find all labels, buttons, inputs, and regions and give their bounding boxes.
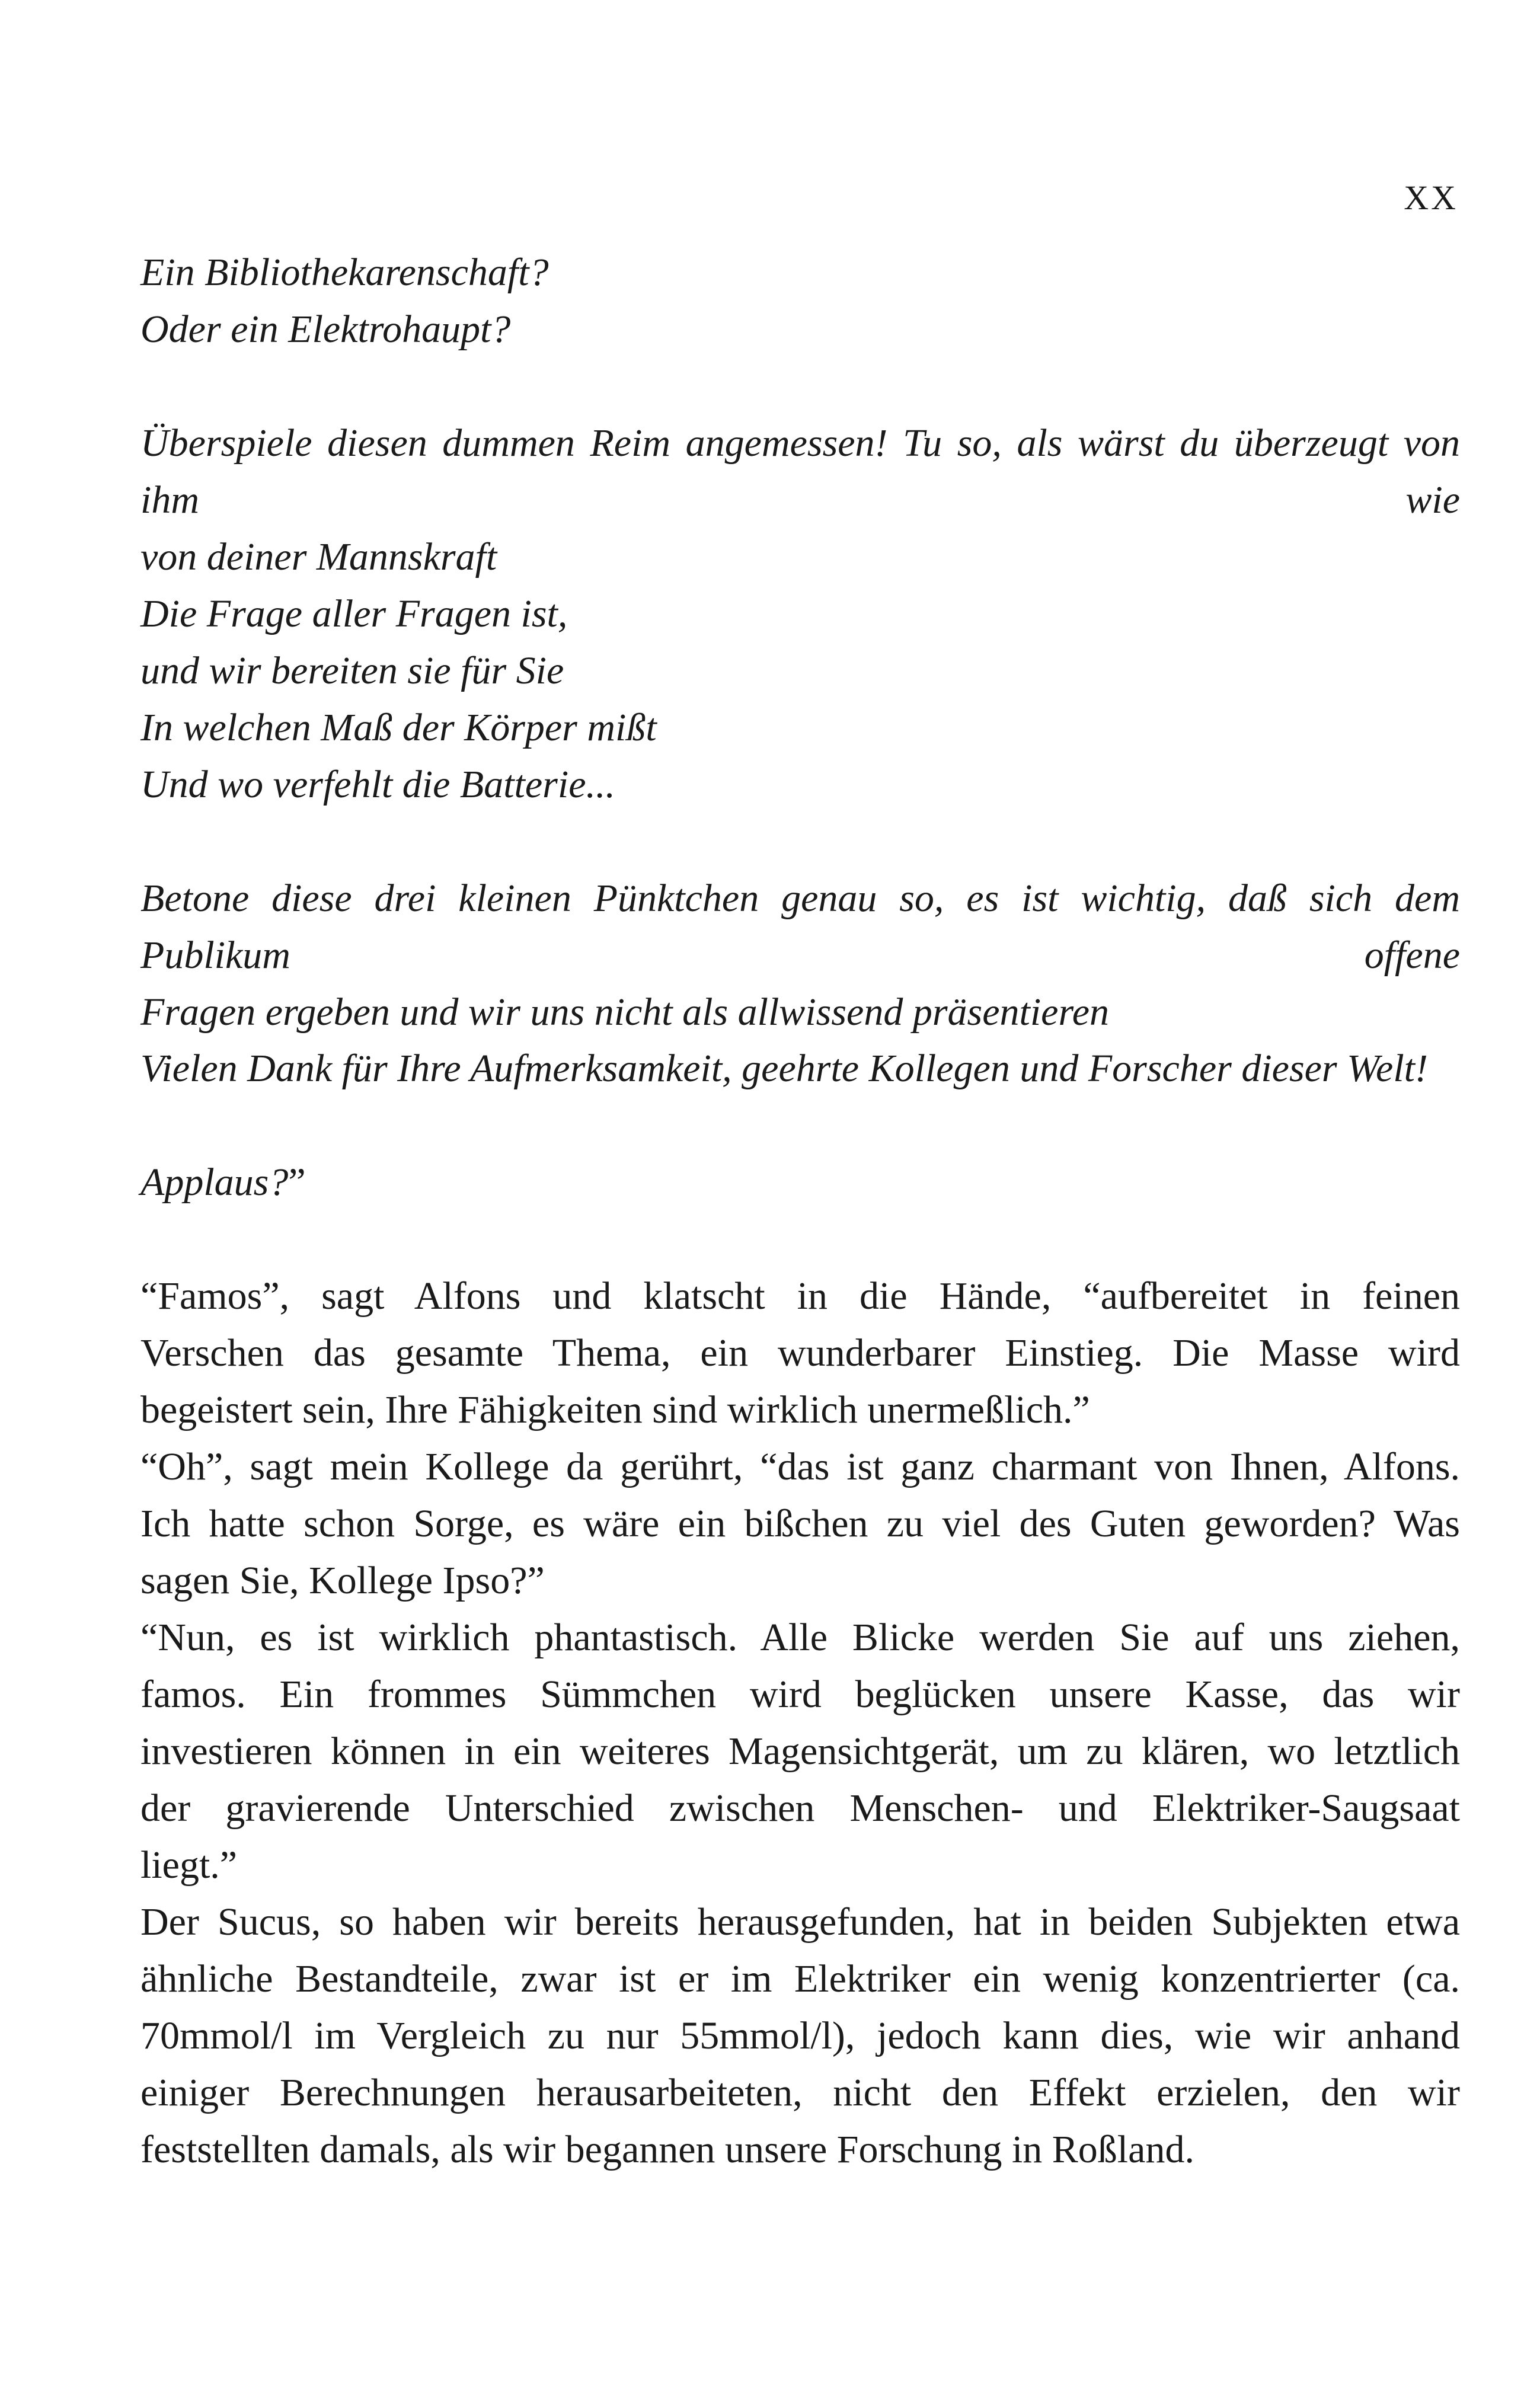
prose-line: “Nun, es ist wirklich phantastisch. Alle Blicke werden Sie auf uns ziehen,: [140, 1616, 1460, 1659]
page-number: XX: [1404, 178, 1458, 217]
stanza-1: [140, 244, 1460, 358]
verse-line: In welchen Maß der Körper mißt: [140, 706, 657, 749]
verse-line: Die Frage aller Fragen ist,: [140, 592, 568, 635]
prose-line: Verschen das gesamte Thema, ein wunderbarer Einstieg. Die Masse wird: [140, 1331, 1460, 1375]
closing-quote: ”: [288, 1161, 306, 1204]
prose-line: investieren können in ein weiteres Magensichtgerät, um zu klären, wo letztlich: [140, 1730, 1460, 1773]
closing-line: [140, 1040, 1460, 1097]
applause-line: [140, 1154, 1460, 1211]
verse-line: und wir bereiten sie für Sie: [140, 649, 564, 692]
prose-line: “Oh”, sagt mein Kollege da gerührt, “das ist ganz charmant von Ihnen, Alfons.: [140, 1445, 1460, 1488]
prose-line: “Famos”, sagt Alfons und klatscht in die Hände, “aufbereitet in feinen: [140, 1274, 1460, 1318]
prose-line: einiger Berechnungen herausarbeiteten, nicht den Effekt erzielen, den wir: [140, 2071, 1460, 2114]
prose-line: sagen Sie, Kollege Ipso?”: [140, 1559, 545, 1602]
prose-line: der gravierende Unterschied zwischen Menschen- und Elektriker-Saugsaat: [140, 1786, 1460, 1830]
verse-line: Ein Bibliothekarenschaft?: [140, 251, 549, 294]
direction-line: von deiner Mannskraft: [140, 535, 497, 579]
prose-line: feststellten damals, als wir begannen unsere Forschung in Roßland.: [140, 2128, 1194, 2171]
prose-line: ähnliche Bestandteile, zwar ist er im Elektriker ein wenig konzentrierter (ca.: [140, 1957, 1460, 2000]
prose-line: Der Sucus, so haben wir bereits herausgefunden, hat in beiden Subjekten etwa: [140, 1900, 1460, 1944]
stage-direction-2: [140, 870, 1460, 1041]
verse-line: Oder ein Elektrohaupt?: [140, 308, 511, 351]
direction-line: Betone diese drei kleinen Pünktchen genau so, es ist wichtig, daß sich dem Publikum offene: [140, 877, 1460, 977]
stage-direction-1: [140, 415, 1460, 586]
prose-line: 70mmol/l im Vergleich zu nur 55mmol/l), jedoch kann dies, wie wir anhand: [140, 2014, 1460, 2057]
direction-line: Überspiele diesen dummen Reim angemessen! Tu so, als wärst du überzeugt von ihm wie: [140, 421, 1460, 522]
prose-line: begeistert sein, Ihre Fähigkeiten sind wirklich unermeßlich.”: [140, 1388, 1090, 1431]
stanza-2: [140, 586, 1460, 813]
verse-line: Und wo verfehlt die Batterie...: [140, 763, 615, 806]
prose-line: liegt.”: [140, 1843, 238, 1887]
direction-line: Fragen ergeben und wir uns nicht als allwissend präsentieren: [140, 990, 1109, 1034]
closing-text: Vielen Dank für Ihre Aufmerksamkeit, geehrte Kollegen und Forscher dieser Welt!: [140, 1047, 1428, 1090]
prose-line: Ich hatte schon Sorge, es wäre ein bißchen zu viel des Guten geworden? Was: [140, 1502, 1460, 1545]
prose-line: famos. Ein frommes Sümmchen wird beglücken unsere Kasse, das wir: [140, 1673, 1460, 1716]
applause-text: Applaus?: [140, 1161, 289, 1204]
prose-body: [140, 1268, 1460, 2178]
